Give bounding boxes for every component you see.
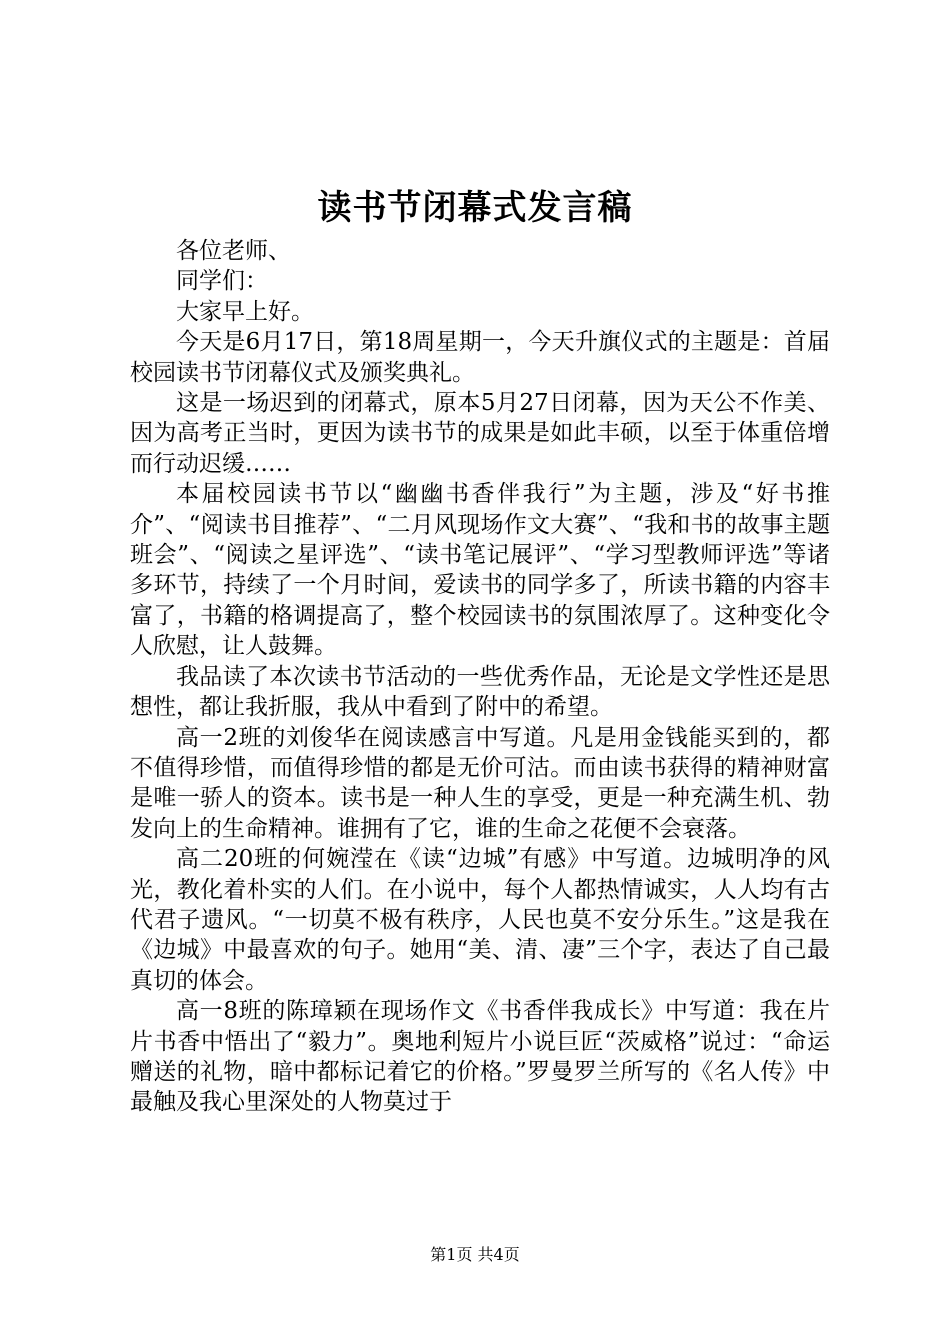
document-title: 读书节闭幕式发言稿 xyxy=(317,188,633,228)
page-footer: 第1页 共4页 xyxy=(430,1245,520,1264)
paragraph-greeting: 大家早上好。 xyxy=(176,298,314,325)
paragraph-works-review: 我品读了本次读书节活动的一些优秀作品，无论是文学性还是思想性，都让我折服，我从中看到了附中的希望。 xyxy=(130,663,830,721)
paragraph-student-liujunhua: 高一2班的刘俊华在阅读感言中写道。凡是用金钱能买到的，都不值得珍惜，而值得珍惜的都是无价可沽。而由读书获得的精神财富是唯一骄人的资本。读书是一种人生的享受，更是一种充满生机、勃发向上的生命精神。谁拥有了它，谁的生命之花便不会衰落。 xyxy=(130,724,830,842)
paragraph-salutation-students: 同学们： xyxy=(176,268,268,295)
paragraph-salutation-teachers: 各位老师、 xyxy=(176,238,291,264)
paragraph-student-chenzhangying: 高一8班的陈璋颖在现场作文《书香伴我成长》中写道：我在片片书香中悟出了“毅力”。奥地利短片小说巨匠“茨威格”说过：“命运赠送的礼物，暗中都标记着它的价格。”罗曼罗兰所写的《名人传》中最触及我心里深处的人物莫过于 xyxy=(130,998,830,1116)
paragraph-date-theme: 今天是6月17日，第18周星期一，今天升旗仪式的主题是：首届校园读书节闭幕仪式及颁奖典礼。 xyxy=(130,329,830,386)
paragraph-late-closing: 这是一场迟到的闭幕式，原本5月27日闭幕，因为天公不作美、因为高考正当时，更因为读书节的成果是如此丰硕，以至于体重倍增而行动迟缓…… xyxy=(130,390,830,477)
document-body xyxy=(130,236,830,1118)
paragraph-festival-summary: 本届校园读书节以“幽幽书香伴我行”为主题，涉及“好书推介”、“阅读书目推荐”、“二月风现场作文大赛”、“我和书的故事主题班会”、“阅读之星评选”、“读书笔记展评”、“学习型教师评选”等诸多环节，持续了一个月时间，爱读书的同学多了，所读书籍的内容丰富了，书籍的格调提高了，整个校园读书的氛围浓厚了。这种变化令人欣慰，让人鼓舞。 xyxy=(130,481,830,660)
paragraph-student-hewanying: 高二20班的何婉滢在《读“边城”有感》中写道。边城明净的风光，教化着朴实的人们。在小说中，每个人都热情诚实，人人均有古代君子遗风。“一切莫不极有秩序，人民也莫不安分乐生。”这是我在《边城》中最喜欢的句子。她用“美、清、凄”三个字，表达了自己最真切的体会。 xyxy=(130,846,830,994)
